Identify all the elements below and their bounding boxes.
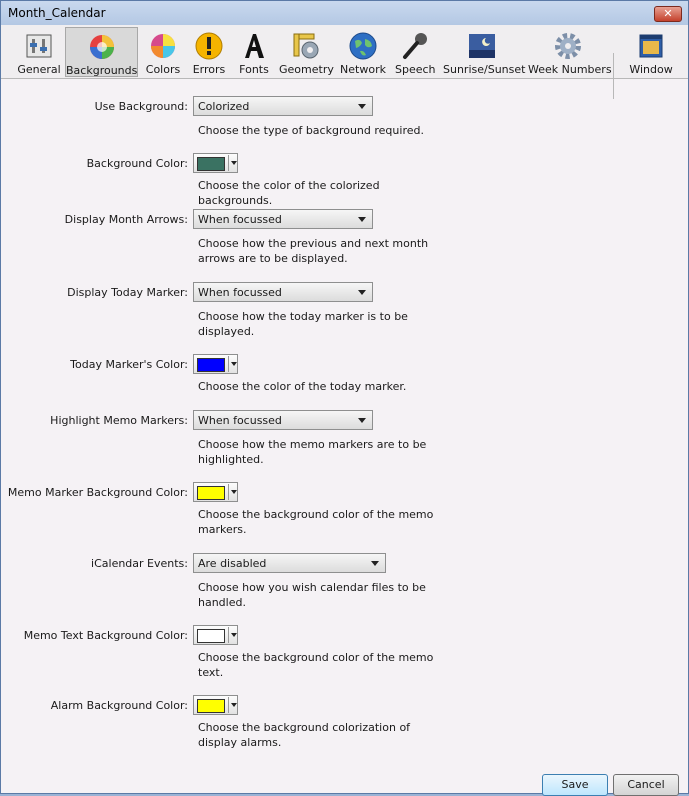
chevron-down-icon — [231, 703, 237, 707]
today-marker-color-label: Today Marker's Color: — [70, 358, 188, 371]
chevron-down-icon — [358, 418, 366, 423]
chevron-down-icon — [231, 362, 237, 366]
alarm-background-color-label: Alarm Background Color: — [50, 699, 188, 712]
memo-text-background-color-picker[interactable] — [193, 625, 238, 645]
display-month-arrows-dropdown[interactable] — [193, 209, 373, 229]
color-wheel-icon — [87, 32, 117, 62]
tab-general-label: General — [17, 63, 61, 76]
background-color-label: Background Color: — [86, 157, 188, 170]
tab-window-label: Window — [629, 63, 673, 76]
tab-errors[interactable] — [188, 27, 230, 77]
alarm-background-color-picker[interactable] — [193, 695, 238, 715]
display-month-arrows-description: Choose how the previous and next month arrows are to be displayed. — [198, 237, 429, 265]
title-bar[interactable] — [1, 1, 688, 25]
tab-sunrise-sunset[interactable] — [443, 27, 526, 77]
chevron-down-icon — [231, 161, 237, 165]
toolbar — [1, 25, 688, 79]
use-background-label: Use Background: — [94, 100, 188, 113]
alarm-background-color-swatch — [197, 699, 225, 713]
memo-marker-background-color-description: Choose the background color of the memo markers. — [198, 508, 434, 536]
display-month-arrows-label: Display Month Arrows: — [64, 213, 188, 226]
tab-colors[interactable] — [142, 27, 184, 77]
display-today-marker-label: Display Today Marker: — [67, 286, 188, 299]
highlight-memo-markers-dropdown[interactable] — [193, 410, 373, 430]
highlight-memo-markers-label: Highlight Memo Markers: — [50, 414, 188, 427]
sunset-icon — [467, 31, 497, 61]
today-marker-color-picker[interactable] — [193, 354, 238, 374]
alarm-background-color-description: Choose the background colorization of display alarms. — [198, 721, 411, 749]
tab-speech-label: Speech — [395, 63, 436, 76]
chevron-down-icon — [358, 290, 366, 295]
display-today-marker-dropdown[interactable] — [193, 282, 373, 302]
tab-fonts[interactable] — [235, 27, 273, 77]
display-month-arrows-value: When focussed — [198, 213, 282, 226]
window-icon — [636, 31, 666, 61]
tab-window[interactable] — [628, 27, 674, 77]
memo-marker-background-color-swatch — [197, 486, 225, 500]
highlight-memo-markers-description: Choose how the memo markers are to be highlighted. — [198, 438, 427, 466]
today-marker-color-description: Choose the color of the today marker. — [198, 380, 407, 393]
memo-marker-background-color-picker[interactable] — [193, 482, 238, 502]
tab-backgrounds-label: Backgrounds — [66, 64, 138, 77]
ruler-gear-icon — [291, 31, 321, 61]
tab-network[interactable] — [340, 27, 386, 77]
general-settings-icon — [24, 31, 54, 61]
globe-icon — [348, 31, 378, 61]
tab-backgrounds[interactable] — [65, 27, 138, 77]
use-background-description: Choose the type of background required. — [198, 124, 424, 137]
save-button[interactable]: Save — [542, 774, 608, 796]
icalendar-events-description: Choose how you wish calendar files to be handled. — [198, 581, 426, 609]
tab-week-numbers[interactable] — [528, 27, 612, 77]
tab-network-label: Network — [340, 63, 386, 76]
icalendar-events-dropdown[interactable] — [193, 553, 386, 573]
memo-text-background-color-label: Memo Text Background Color: — [23, 629, 188, 642]
icalendar-events-label: iCalendar Events: — [91, 557, 188, 570]
chevron-down-icon — [231, 490, 237, 494]
highlight-memo-markers-value: When focussed — [198, 414, 282, 427]
chevron-down-icon — [371, 561, 379, 566]
window-title: Month_Calendar — [8, 6, 106, 20]
gear-icon — [553, 31, 583, 61]
memo-text-background-color-description: Choose the background color of the memo text. — [198, 651, 434, 679]
toolbar-separator — [613, 53, 614, 99]
warning-icon — [194, 31, 224, 61]
chevron-down-icon — [358, 217, 366, 222]
display-today-marker-description: Choose how the today marker is to be displayed. — [198, 310, 408, 338]
cancel-button[interactable]: Cancel — [613, 774, 679, 796]
chevron-down-icon — [358, 104, 366, 109]
background-color-swatch — [197, 157, 225, 171]
chevron-down-icon — [231, 633, 237, 637]
tab-errors-label: Errors — [192, 63, 226, 76]
use-background-dropdown[interactable] — [193, 96, 373, 116]
tab-week-numbers-label: Week Numbers — [528, 63, 612, 76]
tab-colors-label: Colors — [145, 63, 181, 76]
display-today-marker-value: When focussed — [198, 286, 282, 299]
use-background-value: Colorized — [198, 100, 250, 113]
tab-speech[interactable] — [395, 27, 435, 77]
tab-geometry-label: Geometry — [279, 63, 334, 76]
tab-geometry[interactable] — [279, 27, 333, 77]
background-color-description: Choose the color of the colorized backgrounds. — [198, 179, 380, 207]
memo-text-background-color-swatch — [197, 629, 225, 643]
icalendar-events-value: Are disabled — [198, 557, 267, 570]
tab-general[interactable] — [16, 27, 62, 77]
font-icon — [239, 31, 269, 61]
microphone-icon — [400, 31, 430, 61]
background-color-picker[interactable] — [193, 153, 238, 173]
tab-fonts-label: Fonts — [239, 63, 269, 76]
colors-icon — [148, 31, 178, 61]
tab-sunrise-sunset-label: Sunrise/Sunset — [443, 63, 526, 76]
today-marker-color-swatch — [197, 358, 225, 372]
close-button[interactable]: ✕ — [654, 6, 682, 22]
memo-marker-background-color-label: Memo Marker Background Color: — [7, 486, 188, 499]
